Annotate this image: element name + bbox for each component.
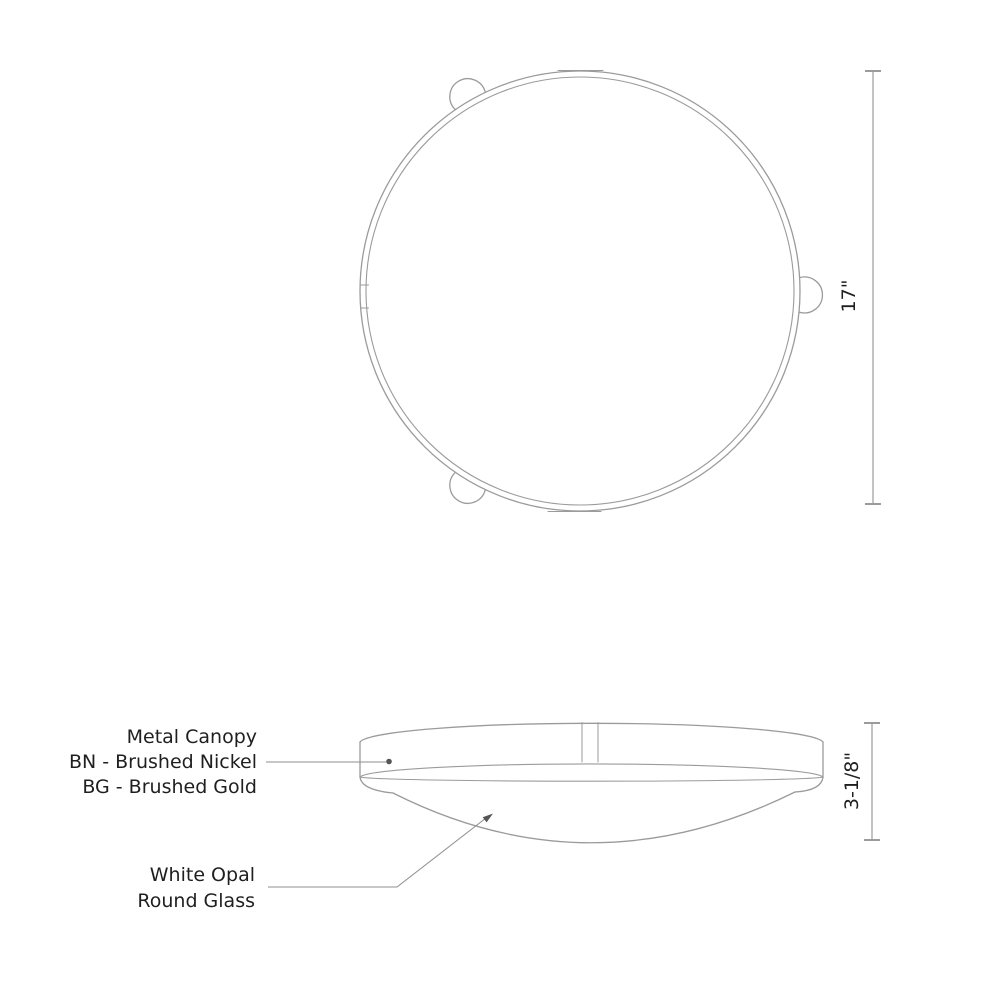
side-view-dimension-line [864,723,880,840]
top-view-drawing [360,71,822,512]
glass-dome-outline [393,792,795,843]
glass-callout-line-2: Round Glass [137,890,255,912]
diameter-dimension-label: 17" [838,279,860,313]
glass-callout [137,862,255,914]
canopy-bottom-front-rim-arc [360,777,823,781]
callout-leader-lines [266,759,493,887]
mounting-clip-top-left [450,79,485,110]
height-dimension-label: 3-1/8" [841,751,863,811]
canopy-finish-brushed-nickel: BN - Brushed Nickel [68,751,257,773]
canopy-callout-title: Metal Canopy [126,726,257,748]
canopy-outer-rim-circle [360,71,800,511]
canopy-inner-rim-circle [366,77,794,505]
canopy-callout [69,725,257,800]
mounting-clip-bottom-left [450,472,485,503]
canopy-finish-brushed-gold: BG - Brushed Gold [82,776,257,798]
side-view-drawing [360,723,823,843]
glass-leader-arrowhead [483,814,493,823]
top-view-dimension-line [865,71,881,504]
mounting-clip-right [799,277,822,313]
canopy-leader-dot [386,759,392,765]
canopy-bottom-back-rim-arc [360,764,823,777]
glass-callout-line-1: White Opal [149,864,255,886]
glass-leader-line [268,818,486,887]
canopy-top-rim-arc [360,723,823,742]
